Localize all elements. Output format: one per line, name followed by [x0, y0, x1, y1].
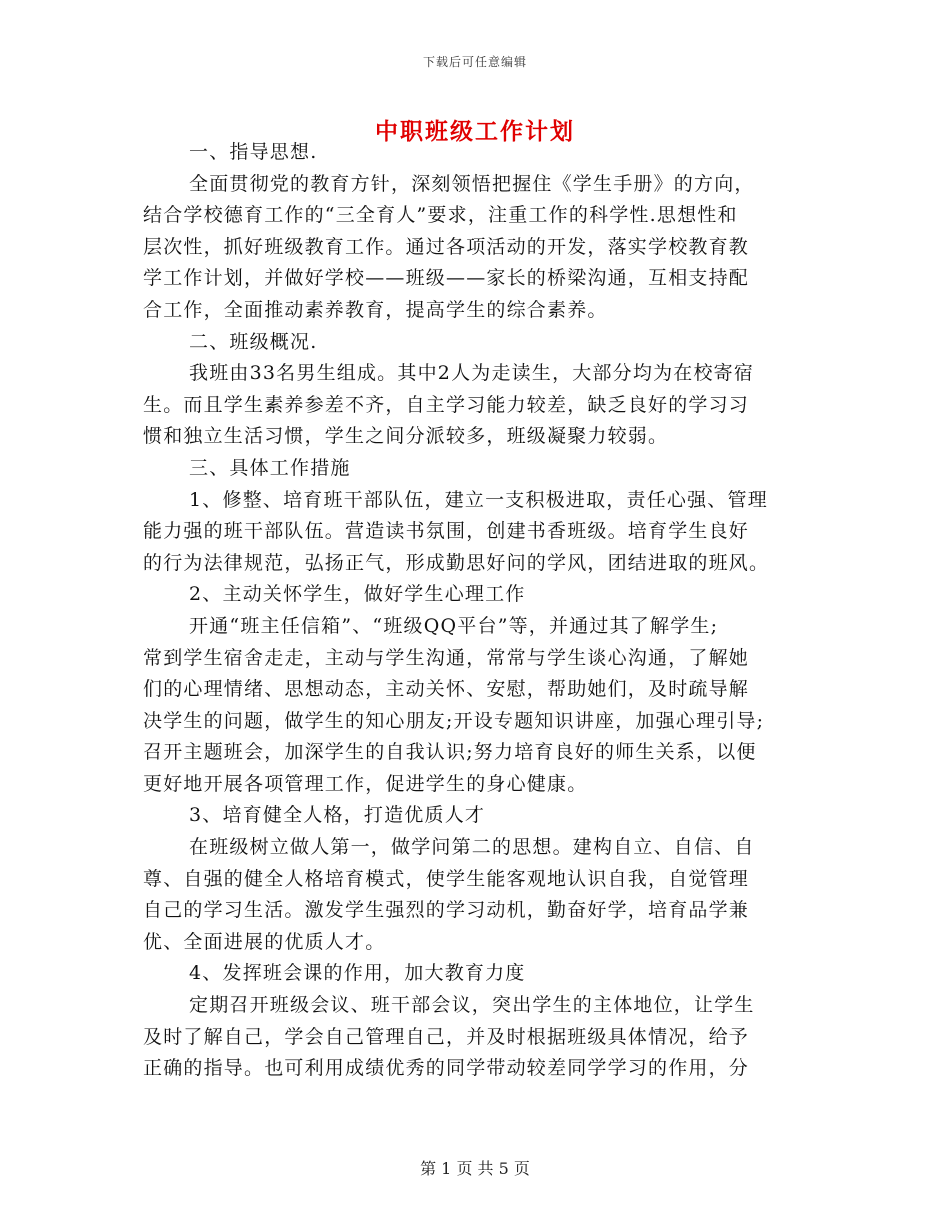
text-line: 正确的指导。也可利用成绩优秀的同学带动较差同学学习的作用，分 — [143, 1057, 750, 1080]
text-line: 决学生的问题，做学生的知心朋友;开设专题知识讲座，加强心理引导; — [143, 709, 765, 732]
text-line: 常到学生宿舍走走，主动与学生沟通，常常与学生谈心沟通，了解她 — [143, 646, 750, 669]
header-note: 下载后可任意编辑 — [422, 55, 527, 69]
text-line: 能力强的班干部队伍。营造读书氛围，创建书香班级。培育学生良好 — [143, 520, 750, 543]
text-line: 开通“班主任信箱”、“班级QQ平台”等，并通过其了解学生; — [189, 614, 719, 637]
text-line: 生。而且学生素养参差不齐，自主学习能力较差，缺乏良好的学习习 — [143, 393, 750, 416]
text-line: 学工作计划，并做好学校——班级——家长的桥梁沟通，互相支持配 — [143, 267, 750, 290]
document-title: 中职班级工作计划 — [375, 118, 575, 145]
text-line: 更好地开展各项管理工作，促进学生的身心健康。 — [143, 772, 588, 795]
text-line: 召开主题班会，加深学生的自我认识;努力培育良好的师生关系，以便 — [143, 741, 757, 764]
text-line: 尊、自强的健全人格培育模式，使学生能客观地认识自我，自觉管理 — [143, 867, 750, 890]
text-line: 在班级树立做人第一，做学问第二的思想。建构自立、自信、自 — [189, 836, 755, 859]
text-line: 定期召开班级会议、班干部会议，突出学生的主体地位，让学生 — [189, 994, 755, 1017]
text-line: 三、具体工作措施 — [189, 456, 351, 479]
text-line: 全面贯彻党的教育方针，深刻领悟把握住《学生手册》的方向， — [189, 172, 755, 195]
text-line: 一、指导思想. — [189, 141, 318, 163]
text-line: 我班由33名男生组成。其中2人为走读生，大部分均为在校寄宿 — [189, 362, 755, 385]
text-line: 的行为法律规范，弘扬正气，形成勤思好问的学风，团结进取的班风。 — [143, 551, 770, 574]
text-line: 3、培育健全人格，打造优质人才 — [189, 804, 486, 827]
text-line: 合工作，全面推动素养教育，提高学生的综合素养。 — [143, 298, 608, 321]
text-line: 及时了解自己，学会自己管理自己，并及时根据班级具体情况，给予 — [143, 1025, 750, 1048]
text-line: 二、班级概况. — [189, 330, 318, 353]
document-body — [143, 137, 815, 1085]
text-line: 优、全面进展的优质人才。 — [143, 930, 386, 953]
text-line: 结合学校德育工作的“三全育人”要求，注重工作的科学性.思想性和 — [143, 204, 738, 227]
text-line: 2、主动关怀学生，做好学生心理工作 — [189, 583, 526, 606]
text-line: 层次性，抓好班级教育工作。通过各项活动的开发，落实学校教育教 — [143, 235, 750, 258]
text-line: 自己的学习生活。激发学生强烈的学习动机，勤奋好学，培育品学兼 — [143, 899, 750, 922]
page-footer: 第 1 页 共 5 页 — [420, 1159, 530, 1178]
text-line: 惯和独立生活习惯，学生之间分派较多，班级凝聚力较弱。 — [143, 425, 669, 448]
text-line: 们的心理情绪、思想动态，主动关怀、安慰，帮助她们，及时疏导解 — [143, 678, 750, 701]
text-line: 1、修整、培育班干部队伍，建立一支积极进取，责任心强、管理 — [189, 488, 768, 511]
text-line: 4、发挥班会课的作用，加大教育力度 — [189, 962, 526, 985]
